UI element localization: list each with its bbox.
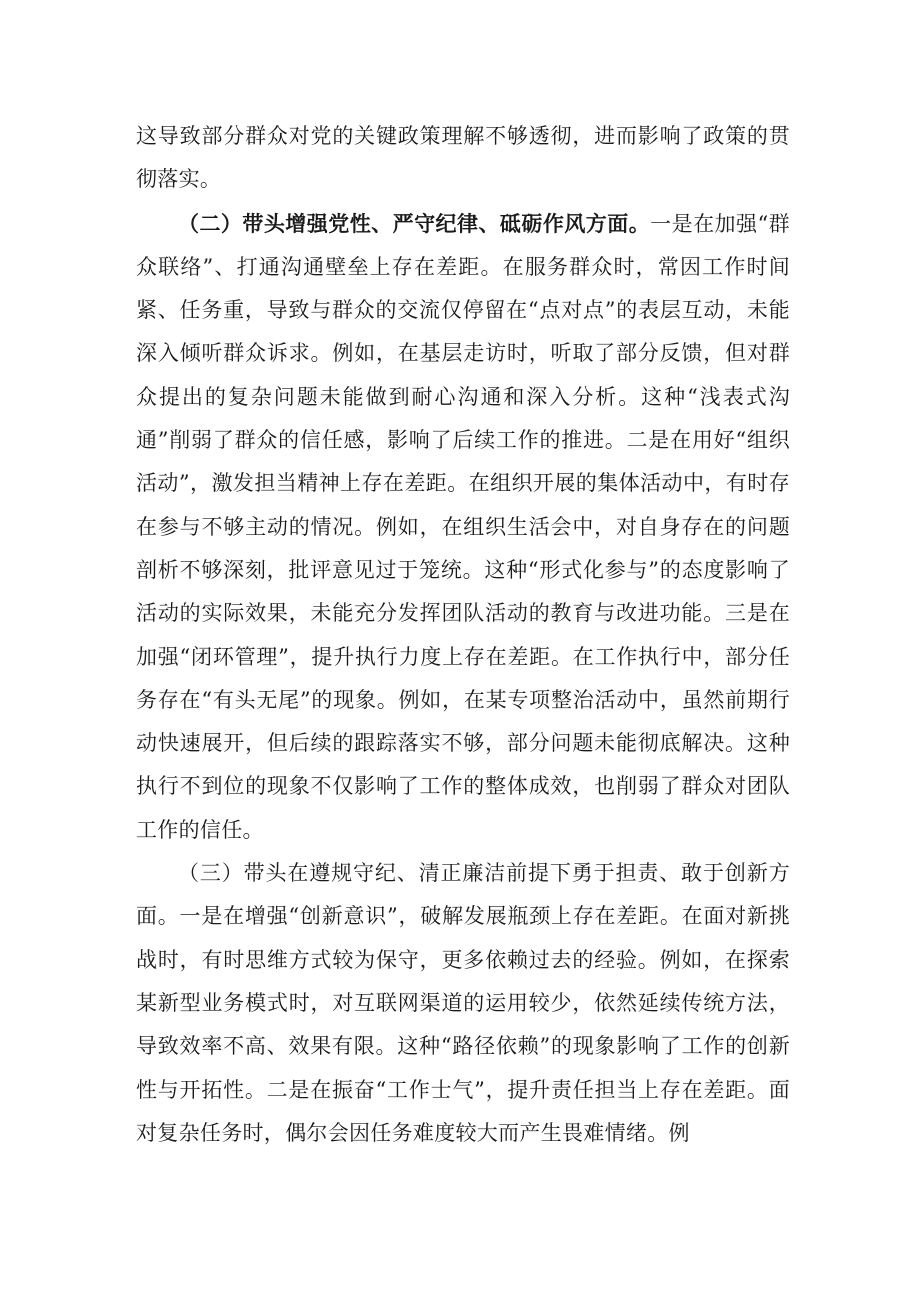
paragraph-text: （三）带头在遵规守纪、清正廉洁前提下勇于担责、敢于创新方面。一是在增强“创新意识”，破解发展瓶颈上存在差距。在面对新挑战时，有时思维方式较为保守，更多依赖过去的经验。例如，在探索某新型业务模式时，对互联网渠道的运用较少，依然延续传统方法，导致效率不高、效果有限。这种“路径依赖”的现象影响了工作的创新性与开拓性。二是在振奋“工作士气”，提升责任担当上存在差距。面对复杂任务时，偶尔会因任务难度较大而产生畏难情绪。例 <box>136 861 790 1145</box>
section-heading: （二）带头增强党性、严守纪律、砥砺作风方面。 <box>178 210 651 236</box>
document-body <box>136 115 790 1155</box>
paragraph-continuation <box>136 115 790 202</box>
paragraph-text: 一是在加强“群众联络”、打通沟通壁垒上存在差距。在服务群众时，常因工作时间紧、任务重，导致与群众的交流仅停留在“点对点”的表层互动，未能深入倾听群众诉求。例如，在基层走访时，听取了部分反馈，但对群众提出的复杂问题未能做到耐心沟通和深入分析。这种“浅表式沟通”削弱了群众的信任感，影响了后续工作的推进。二是在用好“组织活动”，激发担当精神上存在差距。在组织开展的集体活动中，有时存在参与不够主动的情况。例如，在组织生活会中，对自身存在的问题剖析不够深刻，批评意见过于笼统。这种“形式化参与”的态度影响了活动的实际效果，未能充分发挥团队活动的教育与改进功能。三是在加强“闭环管理”，提升执行力度上存在差距。在工作执行中，部分任务存在“有头无尾”的现象。例如，在某专项整治活动中，虽然前期行动快速展开，但后续的跟踪落实不够，部分问题未能彻底解决。这种执行不到位的现象不仅影响了工作的整体成效，也削弱了群众对团队工作的信任。 <box>136 211 790 842</box>
paragraph-text: 这导致部分群众对党的关键政策理解不够透彻，进而影响了政策的贯彻落实。 <box>136 124 790 192</box>
paragraph-section-two <box>136 202 790 852</box>
paragraph-section-three <box>136 852 790 1155</box>
